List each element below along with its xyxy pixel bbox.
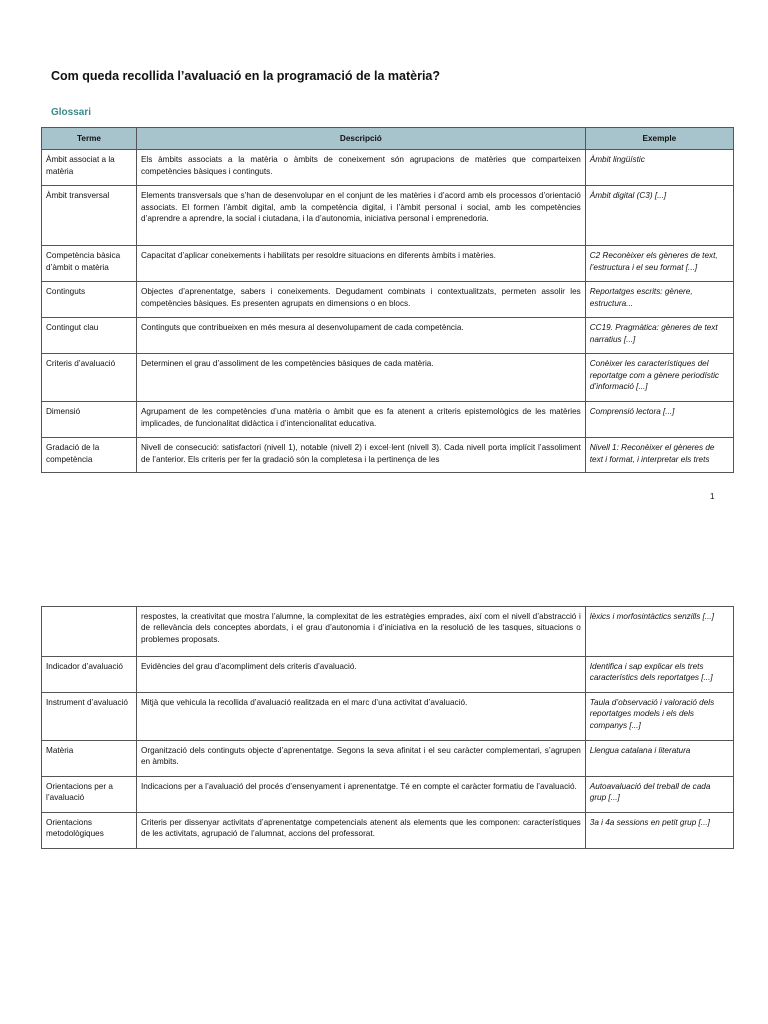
- description-cell: Determinen el grau d’assoliment de les competències bàsiques de cada matèria.: [136, 354, 585, 402]
- header-description: Descripció: [136, 128, 585, 150]
- table-row: [42, 657, 734, 693]
- example-cell: 3a i 4a sessions en petit grup [...]: [585, 813, 733, 849]
- term-cell: Instrument d’avaluació: [42, 693, 137, 741]
- term-cell: Orientacions metodològiques: [42, 813, 137, 849]
- example-cell: Identifica i sap explicar els trets característics dels reportatges [...]: [585, 657, 733, 693]
- description-text: Nivell de consecució: satisfactori (nivell 1), notable (nivell 2) i excel·lent (nivell 3). Cada nivell porta implícit l’assoliment de l’anterior. Els criteris per fer la gradació són la completesa i la pertinença de les: [140, 443, 581, 464]
- description-cell: Els àmbits associats a la matèria o àmbits de coneixement són agrupacions de matèries que comparteixen competències bàsiques i continguts.: [136, 150, 585, 186]
- glossary-table-page1: [41, 127, 734, 473]
- description-cell: Mitjà que vehicula la recollida d’avaluació realitzada en el marc d’una activitat d’avaluació.: [136, 693, 585, 741]
- example-cell: Reportatges escrits: gènere, estructura...: [585, 282, 733, 318]
- description-cell: Criteris per dissenyar activitats d’aprenentatge competencials atenent als elements que les componen: característiques de les activitats, agrupació de l’alumnat, accions del professorat.: [136, 813, 585, 849]
- table-row: [42, 246, 734, 282]
- glossary-table-page2: [41, 606, 734, 849]
- term-cell: Matèria: [42, 741, 137, 777]
- example-cell: CC19. Pragmàtica: gèneres de text narratius [...]: [585, 318, 733, 354]
- description-cell: respostes, la creativitat que mostra l’alumne, la complexitat de les estratègies emprades, així com el nivell d’abstracció i de rellevància dels conceptes abordats, i el grau d’autonomia i d’iniciativa en la resolució de les tasques, situacions o problemes proposats.: [136, 607, 585, 657]
- table-header-row: [42, 128, 734, 150]
- example-cell: [585, 438, 733, 473]
- term-cell: Àmbit transversal: [42, 186, 137, 246]
- example-cell: Comprensió lectora [...]: [585, 402, 733, 438]
- term-cell: Orientacions per a l’avaluació: [42, 777, 137, 813]
- table-row: [42, 150, 734, 186]
- table-row: [42, 693, 734, 741]
- table-row: [42, 741, 734, 777]
- description-cell: Elements transversals que s’han de desenvolupar en el conjunt de les matèries i d’acord amb els processos d’orientació associats. El formen l’àmbit digital, amb la competència digital, i l’àmbit personal i social, amb les competències d’aprendre a aprendre, la social i ciutadana, i la d’autonomia, iniciativa personal i emprenedoria.: [136, 186, 585, 246]
- example-cell: Àmbit lingüístic: [585, 150, 733, 186]
- header-example: Exemple: [585, 128, 733, 150]
- example-text: Nivell 1: Reconèixer el gèneres de text i format, i interpretar els trets: [589, 443, 715, 464]
- description-cell: Continguts que contribueixen en més mesura al desenvolupament de cada competència.: [136, 318, 585, 354]
- term-cell: Continguts: [42, 282, 137, 318]
- page-number: 1: [710, 492, 715, 501]
- description-cell: Agrupament de les competències d’una matèria o àmbit que es fa atenent a criteris epistemològics de les matèries implicades, de funcionalitat didàctica i d’intencionalitat educativa.: [136, 402, 585, 438]
- table-row: [42, 813, 734, 849]
- description-cell: Indicacions per a l’avaluació del procés d’ensenyament i aprenentatge. Té en compte el caràcter formatiu de l’avaluació.: [136, 777, 585, 813]
- page-title: Com queda recollida l’avaluació en la programació de la matèria?: [51, 69, 441, 83]
- term-cell: Contingut clau: [42, 318, 137, 354]
- table-row: [42, 318, 734, 354]
- term-cell: Criteris d’avaluació: [42, 354, 137, 402]
- description-cell: Organització dels continguts objecte d’aprenentatge. Segons la seva afinitat i el seu caràcter complementari, s’agrupen en àmbits.: [136, 741, 585, 777]
- example-cell: C2 Reconèixer els gèneres de text, l’estructura i el seu format [...]: [585, 246, 733, 282]
- term-cell: [42, 438, 137, 473]
- example-cell: lèxics i morfosintàctics senzills [...]: [585, 607, 733, 657]
- term-cell: Competència bàsica d’àmbit o matèria: [42, 246, 137, 282]
- section-heading: Glossari: [51, 107, 92, 118]
- example-cell: Taula d’observació i valoració dels reportatges models i els dels companys [...]: [585, 693, 733, 741]
- table-row: [42, 354, 734, 402]
- description-cell: Evidències del grau d’acompliment dels criteris d’avaluació.: [136, 657, 585, 693]
- description-cell: Objectes d’aprenentatge, sabers i coneixements. Degudament combinats i contextualitzats, permeten assolir les competències bàsiques. Es presenten agrupats en dimensions o en blocs.: [136, 282, 585, 318]
- example-cell: Conèixer les característiques del reportatge com a gènere periodístic d’informació [...]: [585, 354, 733, 402]
- term-cell: Indicador d’avaluació: [42, 657, 137, 693]
- example-cell: Àmbit digital (C3) [...]: [585, 186, 733, 246]
- example-cell: Autoavaluació del treball de cada grup [...]: [585, 777, 733, 813]
- table-row: [42, 282, 734, 318]
- term-cell: Àmbit associat a la matèria: [42, 150, 137, 186]
- header-term: Terme: [42, 128, 137, 150]
- table-row: [42, 777, 734, 813]
- table-row: [42, 186, 734, 246]
- table-row: [42, 438, 734, 473]
- term-cell: [42, 607, 137, 657]
- example-cell: Llengua catalana i literatura: [585, 741, 733, 777]
- table-row: [42, 607, 734, 657]
- term-cell: Dimensió: [42, 402, 137, 438]
- table-row: [42, 402, 734, 438]
- term-text: Gradació de la competència: [46, 443, 100, 464]
- description-cell: Capacitat d’aplicar coneixements i habilitats per resoldre situacions en diferents àmbits i matèries.: [136, 246, 585, 282]
- description-cell: [136, 438, 585, 473]
